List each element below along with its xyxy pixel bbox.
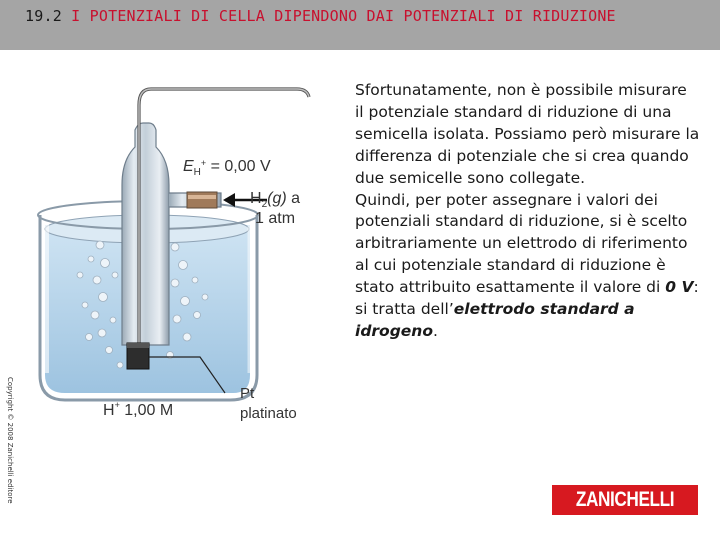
body-text bbox=[355, 80, 700, 343]
hydrogen-electrode-diagram bbox=[25, 75, 325, 435]
gas-label: $H_2(g)$ a bbox=[250, 190, 301, 210]
paragraph-3-text-2: : si tratta dell’ bbox=[355, 278, 699, 319]
page-title bbox=[25, 6, 715, 26]
paragraph-3-text: Quindi, per poter assegnare i valori dei potenziali standard di riduzione, si è scelto arbitrariamente un elettrodo di riferimento al cui potenziale standard di riduzione è stato attribuito esattamente il valore di bbox=[355, 190, 688, 297]
platinum-electrode bbox=[127, 343, 149, 369]
zero-volt: 0 V bbox=[665, 278, 694, 297]
copyright-notice bbox=[0, 377, 14, 530]
paragraph-2: due semicelle sono collegate. bbox=[355, 168, 586, 187]
section-number: 19.2 bbox=[25, 7, 62, 25]
paragraph-3-end: . bbox=[433, 321, 438, 340]
section-title: I POTENZIALI DI CELLA DIPENDONO DAI POTENZIALI DI RIDUZIONE bbox=[71, 7, 616, 25]
copyright-text: Copyright © 2008 Zanichelli editore bbox=[6, 377, 14, 504]
potential-label: $E_H^+ = 0,00$ V bbox=[183, 158, 271, 178]
electrode-term: elettrodo standard a idrogeno bbox=[355, 300, 635, 340]
platinato-label: platinato bbox=[240, 405, 297, 422]
concentration-label: H+ 1,00 M bbox=[103, 400, 174, 419]
paragraph-3 bbox=[355, 190, 700, 343]
paragraph-1: Sfortunatamente, non è possibile misurare il potenziale standard di riduzione di una semicella isolata. Possiamo però misurare la differenza di potenziale che si crea quando bbox=[355, 81, 700, 165]
pt-label: Pt bbox=[240, 385, 255, 402]
zanichelli-logo bbox=[552, 485, 698, 515]
gas-pressure-label: 1 atm bbox=[255, 210, 296, 227]
logo-text: ZANICHELLI bbox=[575, 488, 675, 511]
